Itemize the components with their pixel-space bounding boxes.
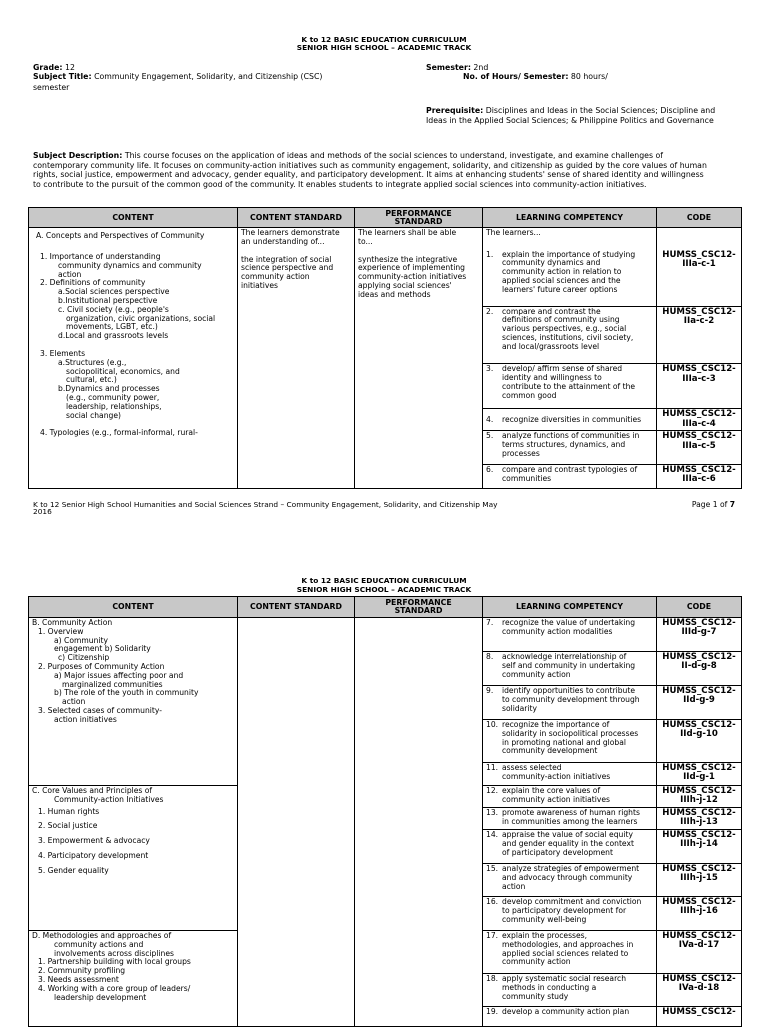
content-line: a) Community: [54, 635, 108, 645]
code-cell: [657, 431, 742, 464]
competency-cell: [483, 1007, 657, 1027]
code-line2: II-d-g-8: [681, 661, 717, 672]
code-cell: [657, 409, 742, 431]
header-content: CONTENT: [29, 208, 238, 228]
semester-value: 2nd: [473, 63, 489, 72]
curriculum-table-page1: [28, 207, 742, 489]
competency-line: community well-being: [502, 914, 587, 924]
competency-number: 9.: [486, 686, 494, 695]
competency-number: 15.: [486, 864, 499, 873]
code-cell: [657, 864, 742, 897]
competency-line: community action in relation to: [502, 267, 622, 277]
competency-line: and advocacy through community: [502, 872, 633, 882]
prereq-label: Prerequisite:: [426, 106, 484, 115]
competency-cell: [483, 431, 657, 464]
table-header-row: [29, 597, 742, 618]
header-content: CONTENT: [29, 597, 238, 618]
header-learning-competency: LEARNING COMPETENCY: [483, 597, 657, 618]
content-line: b.Institutional perspective: [58, 295, 158, 305]
code-line2: IIIa-c-5: [682, 440, 716, 451]
performance-standard-cell-p2: [355, 618, 483, 1027]
competency-line: compare and contrast the: [502, 306, 601, 316]
standard-line: community action: [241, 272, 310, 282]
code-line2: IIa-c-2: [683, 316, 715, 327]
competency-line: methods in conducting a: [502, 982, 597, 992]
code-line2: IIIa-c-3: [682, 373, 716, 384]
code-line1: HUMSS_CSC12-: [662, 786, 736, 796]
competency-line: various perspectives, e.g., social: [502, 324, 627, 334]
content-line: sociopolitical, economics, and: [66, 366, 180, 376]
competency-line: definitions of community using: [502, 315, 620, 325]
performance-line: applying social sciences': [358, 280, 452, 290]
competency-number: 16.: [486, 897, 499, 906]
competency-line: to community development through: [502, 694, 640, 704]
competency-line: common good: [502, 390, 557, 400]
content-line: a.Structures (e.g.,: [58, 357, 127, 367]
table-row: [29, 618, 742, 652]
header-code: CODE: [657, 208, 742, 228]
desc-line4: to contribute to the pursuit of the common good of the community. It enables students to integrate applied social sciences into community-action initiatives.: [33, 179, 647, 189]
code-cell: [657, 250, 742, 306]
competency-line: community action: [502, 669, 571, 679]
grade-value: 12: [64, 63, 75, 72]
competency-cell: [483, 931, 657, 974]
competency-cell: [483, 786, 657, 808]
code-line1: HUMSS_CSC12-: [662, 974, 736, 984]
content-line: 1. Partnership building with local groups: [38, 957, 191, 967]
content-line: 3. Needs assessment: [38, 974, 119, 984]
competency-number: 18.: [486, 974, 499, 983]
code-cell: [657, 897, 742, 931]
semester-label: Semester:: [426, 63, 471, 72]
performance-standard-cell: [355, 228, 483, 489]
header-learning-competency: LEARNING COMPETENCY: [483, 208, 657, 228]
competency-line: acknowledge interrelationship of: [502, 652, 627, 661]
competency-cell: [483, 897, 657, 931]
subject-line: [33, 72, 322, 82]
content-line: organization, civic organizations, social: [66, 313, 216, 323]
competency-number: 8.: [486, 652, 494, 661]
competency-cell: [483, 864, 657, 897]
content-line: 3. Selected cases of community-: [38, 705, 162, 715]
competency-cell: [483, 618, 657, 652]
competency-line: communities: [502, 473, 552, 483]
competency-cell: [483, 306, 657, 363]
competency-cell: [483, 250, 657, 306]
competency-line: community study: [502, 991, 569, 1001]
code-cell: [657, 306, 742, 363]
competency-line: to participatory development for: [502, 905, 627, 915]
competency-line: recognize the importance of: [502, 720, 610, 729]
competency-line: terms structures, dynamics, and: [502, 440, 626, 450]
header-content-standard: CONTENT STANDARD: [238, 208, 355, 228]
header-performance-line2: STANDARD: [394, 216, 443, 226]
competency-line: in communities among the learners: [502, 816, 638, 826]
competency-line: explain the processes,: [502, 931, 588, 940]
content-line: leadership, relationships,: [66, 401, 162, 411]
competency-cell: [483, 409, 657, 431]
competency-line: applied social sciences and the: [502, 276, 621, 286]
content-line: b.Dynamics and processes: [58, 384, 160, 394]
competency-line: develop commitment and conviction: [502, 897, 642, 906]
doc-subtitle: SENIOR HIGH SCHOOL – ACADEMIC TRACK: [296, 43, 472, 52]
code-cell: [657, 652, 742, 686]
code-line1: HUMSS_CSC12-: [662, 618, 736, 628]
competency-line: develop a community action plan: [502, 1007, 630, 1016]
content-line: marginalized communities: [62, 679, 163, 689]
competency-line: solidarity in sociopolitical processes: [502, 728, 639, 738]
performance-line: synthesize the integrative: [358, 254, 458, 264]
content-standard-cell-p2: [238, 618, 355, 1027]
standard-line: science perspective and: [241, 263, 334, 273]
header-performance-line2: STANDARD: [394, 606, 443, 615]
code-line1: HUMSS_CSC12-: [662, 306, 736, 317]
code-line2: IIIh-j-16: [680, 906, 718, 917]
content-title-a: A. Concepts and Perspectives of Community: [36, 231, 205, 240]
code-line1: HUMSS_CSC12-: [662, 364, 736, 375]
content-cell-b: [29, 618, 238, 786]
code-line1: HUMSS_CSC12-: [662, 431, 736, 442]
code-line1: HUMSS_CSC12-: [662, 686, 736, 696]
footer-page-total: 7: [729, 500, 735, 509]
code-line1: HUMSS_CSC12-: [662, 720, 736, 730]
competency-line: methodologies, and approaches in: [502, 939, 634, 949]
footer-left2: 2016: [33, 507, 52, 516]
competency-line: identity and willingness to: [502, 372, 602, 382]
content-line: engagement b) Solidarity: [54, 644, 151, 654]
desc-line2: contemporary community life. It focuses on community-action initiatives such as community engagement, solidarity, and citizenship as guided by the core values of human: [33, 160, 707, 170]
performance-line: community-action initiatives: [358, 272, 467, 282]
content-line: 4. Participatory development: [38, 850, 149, 860]
competency-intro: The learners...: [483, 228, 657, 250]
competency-line: identify opportunities to contribute: [502, 686, 636, 695]
competency-line: community development: [502, 746, 598, 756]
code-line2: IIIh-j-12: [680, 795, 718, 806]
competency-number: 2.: [486, 306, 494, 316]
standard-line: an understanding of...: [241, 236, 325, 246]
competency-line: develop/ affirm sense of shared: [502, 364, 623, 374]
competency-number: 3.: [486, 364, 494, 374]
content-line: community dynamics and community: [58, 260, 202, 270]
competency-line: community action initiatives: [502, 794, 611, 804]
competency-line: promote awareness of human rights: [502, 808, 640, 817]
competency-number: 4.: [486, 414, 494, 424]
competency-number: 17.: [486, 931, 499, 940]
code-line2: IIIa-c-6: [682, 474, 716, 485]
content-line: 3. Elements: [40, 348, 86, 358]
content-line: 2. Community profiling: [38, 966, 126, 976]
competency-line: of participatory development: [502, 847, 613, 857]
content-line: action: [62, 697, 86, 707]
competency-line: apply systematic social research: [502, 974, 627, 983]
competency-cell: [483, 830, 657, 864]
hours-label: No. of Hours/ Semester:: [463, 72, 569, 81]
code-cell-empty: [657, 228, 742, 250]
header-performance-line1: PERFORMANCE: [385, 598, 452, 607]
content-line: 5. Gender equality: [38, 865, 109, 875]
content-list-a: [36, 253, 231, 438]
desc-line1: This course focuses on the application of ideas and methods of the social sciences to understand, investigate, and examine challenges of: [124, 151, 664, 160]
content-line: B. Community Action: [32, 618, 113, 627]
header-code: CODE: [657, 597, 742, 618]
code-cell: [657, 830, 742, 864]
competency-line: and gender equality in the context: [502, 838, 634, 848]
code-line2: IIIh-j-13: [680, 817, 718, 828]
code-line2: IVa-d-18: [678, 983, 720, 994]
content-line: (e.g., community power,: [66, 392, 160, 402]
desc-line3: rights, social justice, empowerment and advocacy, gender equality, and participatory development. It aims at enhancing students' sense of shared identity and willingness: [33, 170, 704, 180]
code-line1: HUMSS_CSC12-: [662, 830, 736, 840]
code-cell: [657, 720, 742, 763]
competency-number: 19.: [486, 1007, 499, 1016]
competency-number: 13.: [486, 808, 499, 817]
subject-label: Subject Title:: [33, 72, 92, 81]
competency-line: in promoting national and global: [502, 737, 626, 747]
competency-cell: [483, 364, 657, 409]
content-line: Community-action Initiatives: [54, 794, 164, 804]
content-line: C. Core Values and Principles of: [32, 786, 153, 795]
competency-number: 10.: [486, 720, 499, 729]
content-line: social change): [66, 410, 121, 420]
standard-line: the integration of social: [241, 254, 332, 264]
content-line: b) The role of the youth in community: [54, 688, 199, 698]
code-line1: HUMSS_CSC12-: [662, 652, 736, 662]
content-line: c) Citizenship: [58, 653, 110, 663]
code-cell: [657, 686, 742, 720]
code-line1: HUMSS_CSC12-: [662, 763, 736, 773]
competency-cell: [483, 808, 657, 830]
header-performance-standard: [355, 208, 483, 228]
code-line2: IId-g-1: [683, 772, 715, 783]
competency-cell: [483, 652, 657, 686]
content-line: 3. Empowerment & advocacy: [38, 836, 150, 846]
content-line: community actions and: [54, 939, 144, 949]
code-cell: [657, 974, 742, 1007]
prereq-line: [426, 106, 715, 116]
content-line: d.Local and grassroots levels: [58, 331, 169, 341]
competency-number: 6.: [486, 464, 494, 474]
doc-subtitle-p2: SENIOR HIGH SCHOOL – ACADEMIC TRACK: [296, 585, 472, 594]
code-line1: HUMSS_CSC12-: [662, 897, 736, 907]
performance-line: experience of implementing: [358, 263, 465, 273]
header-content-standard: CONTENT STANDARD: [238, 597, 355, 618]
competency-cell: [483, 763, 657, 786]
content-line: movements, LGBT, etc.): [66, 322, 158, 332]
code-cell: [657, 1007, 742, 1027]
competency-line: community action modalities: [502, 626, 613, 636]
competency-number: 14.: [486, 830, 499, 839]
code-cell: [657, 763, 742, 786]
content-line: D. Methodologies and approaches of: [32, 931, 172, 940]
competency-line: community-action initiatives: [502, 771, 611, 781]
code-cell: [657, 786, 742, 808]
curriculum-table-page2: [28, 596, 742, 1027]
code-line2: IIIh-j-14: [680, 839, 718, 850]
table-row: [29, 228, 742, 250]
footer-left: K to 12 Senior High School Humanities and Social Sciences Strand – Community Engagement, Solidarity, and Citizenship May: [33, 500, 498, 509]
competency-line: compare and contrast typologies of: [502, 464, 638, 474]
code-line1: HUMSS_CSC12-: [662, 864, 736, 874]
code-line1: HUMSS_CSC12-: [662, 1007, 736, 1017]
competency-number: 12.: [486, 786, 499, 795]
code-cell: [657, 618, 742, 652]
competency-line: learners' future career options: [502, 284, 618, 294]
code-line2: IId-g-9: [683, 695, 715, 706]
competency-line: assess selected: [502, 763, 562, 772]
footer-year-cut: [33, 507, 741, 516]
competency-line: self and community in undertaking: [502, 660, 636, 670]
code-cell: [657, 808, 742, 830]
doc-title: K to 12 BASIC EDUCATION CURRICULUM: [301, 35, 467, 44]
content-line: 4. Typologies (e.g., formal-informal, rural-: [40, 428, 198, 438]
content-cell-d: [29, 931, 238, 1027]
content-line: involvements across disciplines: [54, 948, 174, 958]
competency-line: explain the core values of: [502, 786, 601, 795]
hours-value: 80 hours/: [570, 72, 608, 81]
code-cell: [657, 364, 742, 409]
content-standard-cell: [238, 228, 355, 489]
competency-cell: [483, 686, 657, 720]
prereq-line1: Disciplines and Ideas in the Social Sciences; Discipline and: [485, 106, 716, 115]
code-line2: IIIa-c-1: [682, 259, 716, 270]
content-line: a.Social sciences perspective: [58, 287, 170, 297]
content-line: action: [58, 269, 82, 279]
prereq-line2: Ideas in the Applied Social Sciences; & Philippine Politics and Governance: [426, 116, 714, 125]
header-performance-standard: [355, 597, 483, 618]
code-line2: IIIa-c-4: [682, 418, 716, 429]
subject-description: [33, 151, 741, 189]
competency-line: community action: [502, 957, 571, 967]
content-line: 4. Working with a core group of leaders/: [38, 983, 191, 993]
code-line1: HUMSS_CSC12-: [662, 464, 736, 475]
competency-cell: [483, 464, 657, 488]
competency-cell: [483, 974, 657, 1007]
competency-line: solidarity: [502, 703, 537, 713]
standard-line: The learners demonstrate: [241, 228, 340, 237]
competency-line: appraise the value of social equity: [502, 830, 633, 839]
code-line1: HUMSS_CSC12-: [662, 409, 736, 420]
competency-line: contribute to the attainment of the: [502, 381, 636, 391]
content-cell-a: [29, 228, 238, 489]
competency-line: sciences, institutions, civil society,: [502, 333, 634, 343]
content-line: 1. Human rights: [38, 806, 100, 816]
page-number: [692, 500, 735, 509]
competency-line: analyze strategies of empowerment: [502, 864, 640, 873]
content-line: a) Major issues affecting poor and: [54, 670, 184, 680]
competency-number: 1.: [486, 249, 494, 259]
table-header-row: [29, 208, 742, 228]
competency-line: recognize diversities in communities: [502, 414, 642, 424]
competency-line: explain the importance of studying: [502, 249, 636, 259]
code-cell: [657, 931, 742, 974]
doc-title-p2: K to 12 BASIC EDUCATION CURRICULUM: [301, 576, 467, 585]
competency-line: processes: [502, 449, 540, 459]
hours-line: [463, 72, 608, 82]
competency-line: action: [502, 881, 526, 891]
code-line2: IId-g-10: [680, 729, 718, 740]
hours-cont: semester: [33, 83, 70, 92]
content-line: c. Civil society (e.g., people's: [58, 304, 169, 314]
code-line1: HUMSS_CSC12-: [662, 249, 736, 260]
competency-line: community dynamics and: [502, 258, 601, 268]
content-line: leadership development: [54, 992, 147, 1002]
competency-line: analyze functions of communities in: [502, 431, 640, 441]
content-line: 1. Importance of understanding: [40, 252, 161, 261]
competency-line: recognize the value of undertaking: [502, 618, 636, 627]
content-line: action initiatives: [54, 714, 117, 724]
content-line: 2. Social justice: [38, 821, 98, 831]
performance-line: to...: [358, 236, 373, 246]
desc-label: Subject Description:: [33, 151, 123, 160]
competency-number: 5.: [486, 431, 494, 441]
code-line2: IIId-g-7: [681, 627, 717, 638]
code-line2: IVa-d-17: [678, 940, 720, 951]
code-line2: IIIh-j-15: [680, 873, 718, 884]
performance-line: The learners shall be able: [358, 228, 457, 237]
code-line1: HUMSS_CSC12-: [662, 931, 736, 941]
content-line: 2. Purposes of Community Action: [38, 661, 165, 671]
code-line1: HUMSS_CSC12-: [662, 808, 736, 818]
competency-cell: [483, 720, 657, 763]
subject-value: Community Engagement, Solidarity, and Citizenship (CSC): [94, 72, 323, 81]
performance-line: ideas and methods: [358, 289, 431, 299]
content-line: cultural, etc.): [66, 375, 117, 385]
competency-line: applied social sciences related to: [502, 948, 629, 958]
competency-number: 11.: [486, 763, 499, 772]
competency-line: and local/grassroots level: [502, 341, 600, 351]
footer-page-label: Page 1 of: [691, 500, 728, 509]
competency-number: 7.: [486, 618, 494, 627]
content-cell-c: [29, 786, 238, 931]
code-cell: [657, 464, 742, 488]
content-line: 1. Overview: [38, 626, 84, 636]
header-performance-line1: PERFORMANCE: [385, 208, 452, 218]
content-line: 2. Definitions of community: [40, 278, 146, 288]
standard-line: initiatives: [241, 280, 278, 290]
grade-label: Grade:: [33, 63, 63, 72]
page-2: [0, 560, 768, 1024]
